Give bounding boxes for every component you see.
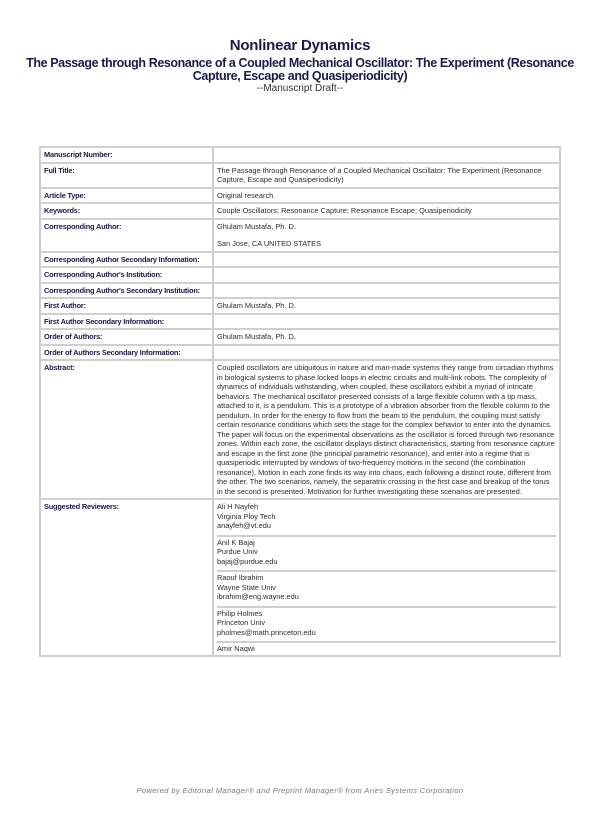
manuscript-number-value bbox=[213, 147, 560, 163]
table-row bbox=[40, 147, 560, 163]
reviewer-entry bbox=[217, 537, 556, 573]
reviewer-name: Philip Holmes bbox=[217, 608, 263, 618]
author-location: San Jose, CA UNITED STATES bbox=[217, 239, 322, 248]
table-row bbox=[40, 283, 560, 299]
order-of-authors-secondary-info-value bbox=[213, 345, 560, 361]
reviewer-affiliation: Virginia Ploy Tech bbox=[217, 511, 276, 521]
field-label: Corresponding Author Secondary Information: bbox=[40, 252, 213, 268]
field-label: Abstract: bbox=[40, 360, 213, 499]
reviewer-email: anayfeh@vt.edu bbox=[217, 521, 271, 530]
table-row bbox=[40, 219, 560, 252]
abstract-value: Coupled oscillators are ubiquitous in nature and man-made systems they range from circadian rhythms in biological systems to phase locked loops in electric circuits and multi-link robots. The complexity of dynamics of individuals withstanding, when coupled, these oscillators exhibit a myriad of intricate behaviors. The mechanical oscillator presented consists of a large flexible column with a tip mass, attached to it, is a pendulum. This is a prototype of a vibration absorber from the flexible column to the pendulum. In order for the energy to flow from the beam to the pendulum, the coupling must satisfy certain resonance conditions which sets the stage for the complex behavior to enter into the dynamics. The paper will focus on the experimental observations as the oscillator is forced through two resonance zones. Within each zone, the oscillator displays distinct characteristics, starting from resonance capture and escape in the first zone (the principal parametric resonance), and enter into a regime that is quasiperiodic interrupted by windows of two-frequency motions in the second (the combination resonance). Motion in each zone finds its way into chaos, each following a distinct route, different from the other. The two scenarios, namely, the separatrix crossing in the first case and breakup of the torus in the second is presented. Motivation for further investigating these scenarios are presented. bbox=[213, 360, 560, 499]
journal-name: Nonlinear Dynamics bbox=[229, 37, 371, 54]
corresponding-author-secondary-institution-value bbox=[213, 283, 560, 299]
reviewer-entry bbox=[217, 502, 556, 537]
reviewer-name: Ali H Nayfeh bbox=[217, 502, 259, 511]
field-label: First Author: bbox=[40, 298, 213, 314]
footer-credit: Powered by Editorial Manager® and Preprint Manager® from Aries Systems Corporation bbox=[136, 786, 464, 795]
field-label: Manuscript Number: bbox=[40, 147, 213, 163]
table-row bbox=[40, 188, 560, 204]
corresponding-author-secondary-info-value bbox=[213, 252, 560, 268]
reviewer-name: Amir Naqwi bbox=[217, 644, 255, 653]
reviewer-email: bajaj@purdue.edu bbox=[217, 556, 278, 566]
reviewer-affiliation: Princeton Univ bbox=[217, 618, 266, 627]
field-label: Corresponding Author's Institution: bbox=[40, 267, 213, 283]
reviewer-entry bbox=[217, 643, 556, 655]
table-row bbox=[40, 267, 560, 283]
corresponding-author-value bbox=[213, 219, 560, 252]
field-label: Corresponding Author: bbox=[40, 219, 213, 252]
field-label: Suggested Reviewers: bbox=[40, 499, 213, 656]
field-label: Keywords: bbox=[40, 203, 213, 219]
reviewer-name: Raouf Ibrahim bbox=[217, 573, 264, 582]
field-label: First Author Secondary Information: bbox=[40, 314, 213, 330]
keywords-value: Couple Oscillators; Resonance Capture; Resonance Escape; Quasiperiodicity bbox=[213, 203, 560, 219]
author-name: Ghulam Mustafa, Ph. D. bbox=[217, 221, 296, 231]
reviewer-email: ibrahim@eng.wayne.edu bbox=[217, 592, 299, 601]
field-label: Order of Authors: bbox=[40, 329, 213, 345]
corresponding-author-institution-value bbox=[213, 267, 560, 283]
reviewer-entry bbox=[217, 608, 556, 644]
manuscript-metadata-table bbox=[39, 146, 561, 657]
manuscript-title: The Passage through Resonance of a Coupled Mechanical Oscillator: The Experiment (Resonance Capture, Escape and Quasiperiodicity) bbox=[26, 56, 574, 83]
reviewer-affiliation: Wayne State Univ bbox=[217, 582, 276, 592]
table-row bbox=[40, 314, 560, 330]
article-type-value: Original research bbox=[213, 188, 560, 204]
table-row bbox=[40, 203, 560, 219]
table-row bbox=[40, 360, 560, 499]
reviewer-name: Anil K Bajaj bbox=[217, 537, 255, 547]
table-row bbox=[40, 163, 560, 188]
field-label: Order of Authors Secondary Information: bbox=[40, 345, 213, 361]
table-row bbox=[40, 329, 560, 345]
reviewer-email: pholmes@math.princeton.edu bbox=[217, 627, 316, 637]
field-label: Article Type: bbox=[40, 188, 213, 204]
first-author-value: Ghulam Mustafa, Ph. D. bbox=[213, 298, 560, 314]
reviewer-entry bbox=[217, 572, 556, 608]
table-row bbox=[40, 252, 560, 268]
draft-label: --Manuscript Draft-- bbox=[256, 83, 344, 94]
field-label: Full Title: bbox=[40, 163, 213, 188]
reviewer-affiliation: Purdue Univ bbox=[217, 547, 258, 556]
table-row bbox=[40, 499, 560, 656]
document-header bbox=[0, 37, 600, 95]
suggested-reviewers-list bbox=[213, 499, 560, 656]
order-of-authors-value: Ghulam Mustafa, Ph. D. bbox=[213, 329, 560, 345]
full-title-value: The Passage through Resonance of a Coupled Mechanical Oscillator: The Experiment (Resonance Capture, Escape and Quasiperiodicity) bbox=[213, 163, 560, 188]
field-label: Corresponding Author's Secondary Institution: bbox=[40, 283, 213, 299]
table-row bbox=[40, 345, 560, 361]
first-author-secondary-info-value bbox=[213, 314, 560, 330]
table-row bbox=[40, 298, 560, 314]
